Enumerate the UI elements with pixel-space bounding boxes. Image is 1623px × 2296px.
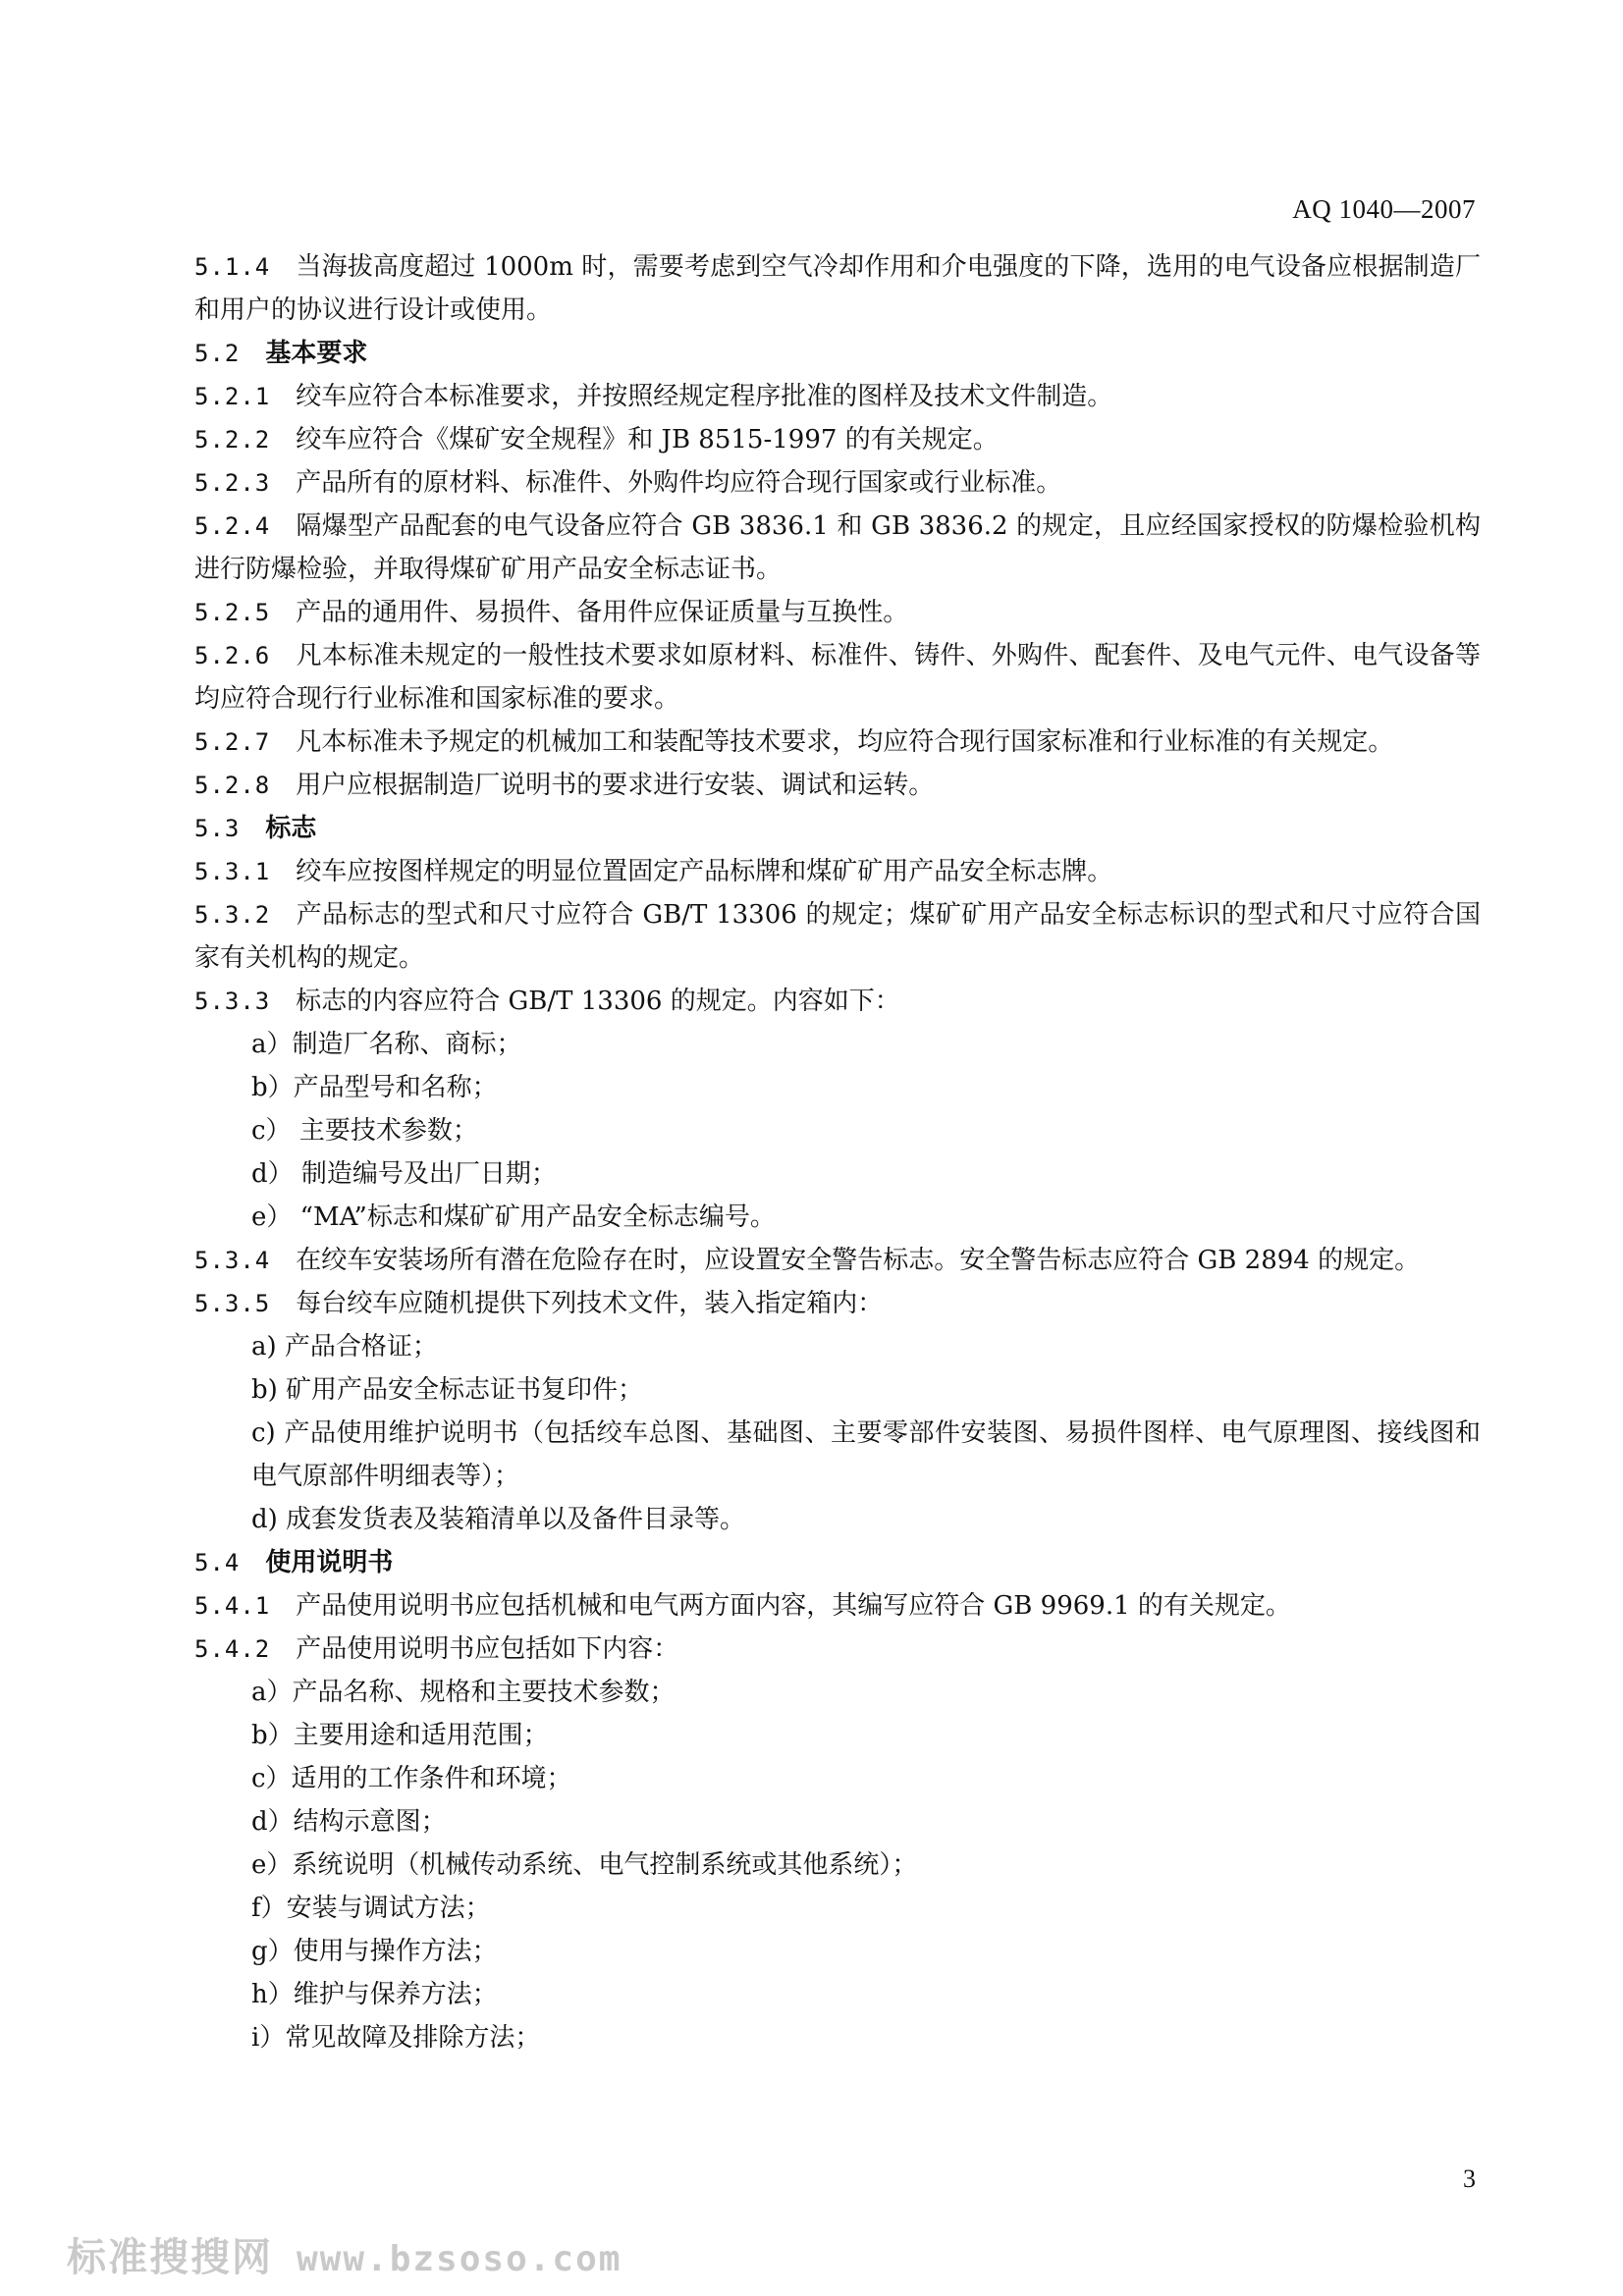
list-item: d） 制造编号及出厂日期； xyxy=(251,1159,557,1189)
clause-text: 当海拔高度超过 1000m 时，需要考虑到空气冷却作用和介电强度的下降，选用的电气设备应根据制造厂和用户的协议进行设计或使用。 xyxy=(194,252,1481,325)
clause-5-2-3 xyxy=(194,461,1481,505)
section-number: 5.3 xyxy=(194,815,241,842)
clause-text: 产品标志的型式和尺寸应符合 GB/T 13306 的规定；煤矿矿用产品安全标志标识的型式和尺寸应符合国家有关机构的规定。 xyxy=(194,900,1481,973)
clause-text: 产品所有的原材料、标准件、外购件均应符合现行国家或行业标准。 xyxy=(296,468,1062,498)
clause-number: 5.3.3 xyxy=(194,988,271,1015)
clause-5-4-2 xyxy=(194,1628,1481,1671)
list-item: b）主要用途和适用范围； xyxy=(251,1721,549,1750)
clause-5-2-8 xyxy=(194,764,1481,807)
clause-number: 5.2.3 xyxy=(194,469,271,497)
watermark xyxy=(67,2226,622,2282)
clause-5-2-5 xyxy=(194,591,1481,634)
list-item: d) 成套发货表及装箱清单以及备件目录等。 xyxy=(251,1505,746,1534)
clause-5-2-7 xyxy=(194,721,1481,764)
list-item: c） 主要技术参数； xyxy=(251,1116,478,1146)
clause-5-3-1 xyxy=(194,850,1481,893)
section-title: 基本要求 xyxy=(265,339,368,368)
clause-text: 绞车应符合《煤矿安全规程》和 JB 8515-1997 的有关规定。 xyxy=(296,425,999,454)
list-item: i）常见故障及排除方法； xyxy=(251,2023,541,2053)
document-body xyxy=(194,245,1481,2059)
list-item: h）维护与保养方法； xyxy=(251,1980,498,2009)
clause-text: 产品使用说明书应包括如下内容： xyxy=(296,1634,679,1664)
clause-number: 5.2.6 xyxy=(194,642,271,669)
page-number: 3 xyxy=(1463,2164,1476,2193)
section-title: 标志 xyxy=(265,814,317,843)
clause-5-4-1 xyxy=(194,1584,1481,1628)
clause-5-2-2 xyxy=(194,418,1481,461)
section-number: 5.4 xyxy=(194,1549,241,1576)
list-item: f）安装与调试方法； xyxy=(251,1894,491,1923)
clause-text: 隔爆型产品配套的电气设备应符合 GB 3836.1 和 GB 3836.2 的规定，且应经国家授权的防爆检验机构进行防爆检验，并取得煤矿矿用产品安全标志证书。 xyxy=(194,511,1481,584)
clause-text: 在绞车安装场所有潜在危险存在时，应设置安全警告标志。安全警告标志应符合 GB 2894 的规定。 xyxy=(296,1246,1421,1275)
clause-number: 5.2.2 xyxy=(194,426,271,454)
clause-5-3-5 xyxy=(194,1282,1481,1325)
clause-text: 产品的通用件、易损件、备用件应保证质量与互换性。 xyxy=(296,598,909,627)
clause-text: 标志的内容应符合 GB/T 13306 的规定。内容如下： xyxy=(296,987,900,1016)
list-item: a）制造厂名称、商标； xyxy=(251,1030,522,1059)
clause-number: 5.2.1 xyxy=(194,383,271,410)
clause-number: 5.2.5 xyxy=(194,599,271,626)
clause-number: 5.2.8 xyxy=(194,772,271,799)
clause-text: 用户应根据制造厂说明书的要求进行安装、调试和运转。 xyxy=(296,771,935,800)
clause-text: 产品使用说明书应包括机械和电气两方面内容，其编写应符合 GB 9969.1 的有关规定。 xyxy=(296,1591,1291,1621)
clause-text: 凡本标准未予规定的机械加工和装配等技术要求，均应符合现行国家标准和行业标准的有关规定。 xyxy=(296,727,1394,757)
clause-text: 绞车应符合本标准要求，并按照经规定程序批准的图样及技术文件制造。 xyxy=(296,382,1113,411)
clause-number: 5.3.2 xyxy=(194,901,271,929)
section-heading-5-3 xyxy=(194,807,1481,850)
list-item: c) 产品使用维护说明书（包括绞车总图、基础图、主要零部件安装图、易损件图样、电气原理图、接线图和电气原部件明细表等）； xyxy=(251,1418,1481,1491)
clause-number: 5.1.4 xyxy=(194,253,271,281)
standard-code: AQ 1040—2007 xyxy=(1292,194,1476,224)
list-item: a) 产品合格证； xyxy=(251,1332,438,1362)
clause-5-3-3 xyxy=(194,980,1481,1023)
clause-5-2-6 xyxy=(194,634,1481,721)
section-number: 5.2 xyxy=(194,340,241,367)
list-item: g）使用与操作方法； xyxy=(251,1937,498,1966)
clause-text: 凡本标准未规定的一般性技术要求如原材料、标准件、铸件、外购件、配套件、及电气元件、电气设备等均应符合现行行业标准和国家标准的要求。 xyxy=(194,641,1481,714)
clause-5-1-4 xyxy=(194,245,1481,332)
list-item: c）适用的工作条件和环境； xyxy=(251,1764,572,1793)
list-item: e） “MA”标志和煤矿矿用产品安全标志编号。 xyxy=(251,1202,776,1232)
clause-number: 5.4.1 xyxy=(194,1592,271,1620)
section-heading-5-4 xyxy=(194,1541,1481,1584)
clause-number: 5.3.4 xyxy=(194,1247,271,1274)
list-item: b）产品型号和名称； xyxy=(251,1073,498,1102)
section-title: 使用说明书 xyxy=(265,1548,394,1577)
clause-5-2-4 xyxy=(194,505,1481,591)
clause-5-3-2 xyxy=(194,893,1481,980)
clause-5-3-4 xyxy=(194,1239,1481,1282)
watermark-url: www.bzsoso.com xyxy=(297,2239,622,2279)
clause-5-2-1 xyxy=(194,375,1481,418)
list-item: a）产品名称、规格和主要技术参数； xyxy=(251,1678,676,1707)
list-item: e）系统说明（机械传动系统、电气控制系统或其他系统）； xyxy=(251,1850,918,1880)
list-item: d）结构示意图； xyxy=(251,1807,447,1837)
clause-number: 5.3.1 xyxy=(194,858,271,885)
section-heading-5-2 xyxy=(194,332,1481,375)
clause-text: 每台绞车应随机提供下列技术文件，装入指定箱内： xyxy=(296,1289,884,1318)
clause-number: 5.4.2 xyxy=(194,1635,271,1663)
watermark-site-name: 标准搜搜网 xyxy=(67,2235,273,2280)
clause-number: 5.2.7 xyxy=(194,728,271,756)
clause-text: 绞车应按图样规定的明显位置固定产品标牌和煤矿矿用产品安全标志牌。 xyxy=(296,857,1113,886)
list-item: b) 矿用产品安全标志证书复印件； xyxy=(251,1375,644,1405)
clause-number: 5.3.5 xyxy=(194,1290,271,1317)
clause-number: 5.2.4 xyxy=(194,512,271,540)
